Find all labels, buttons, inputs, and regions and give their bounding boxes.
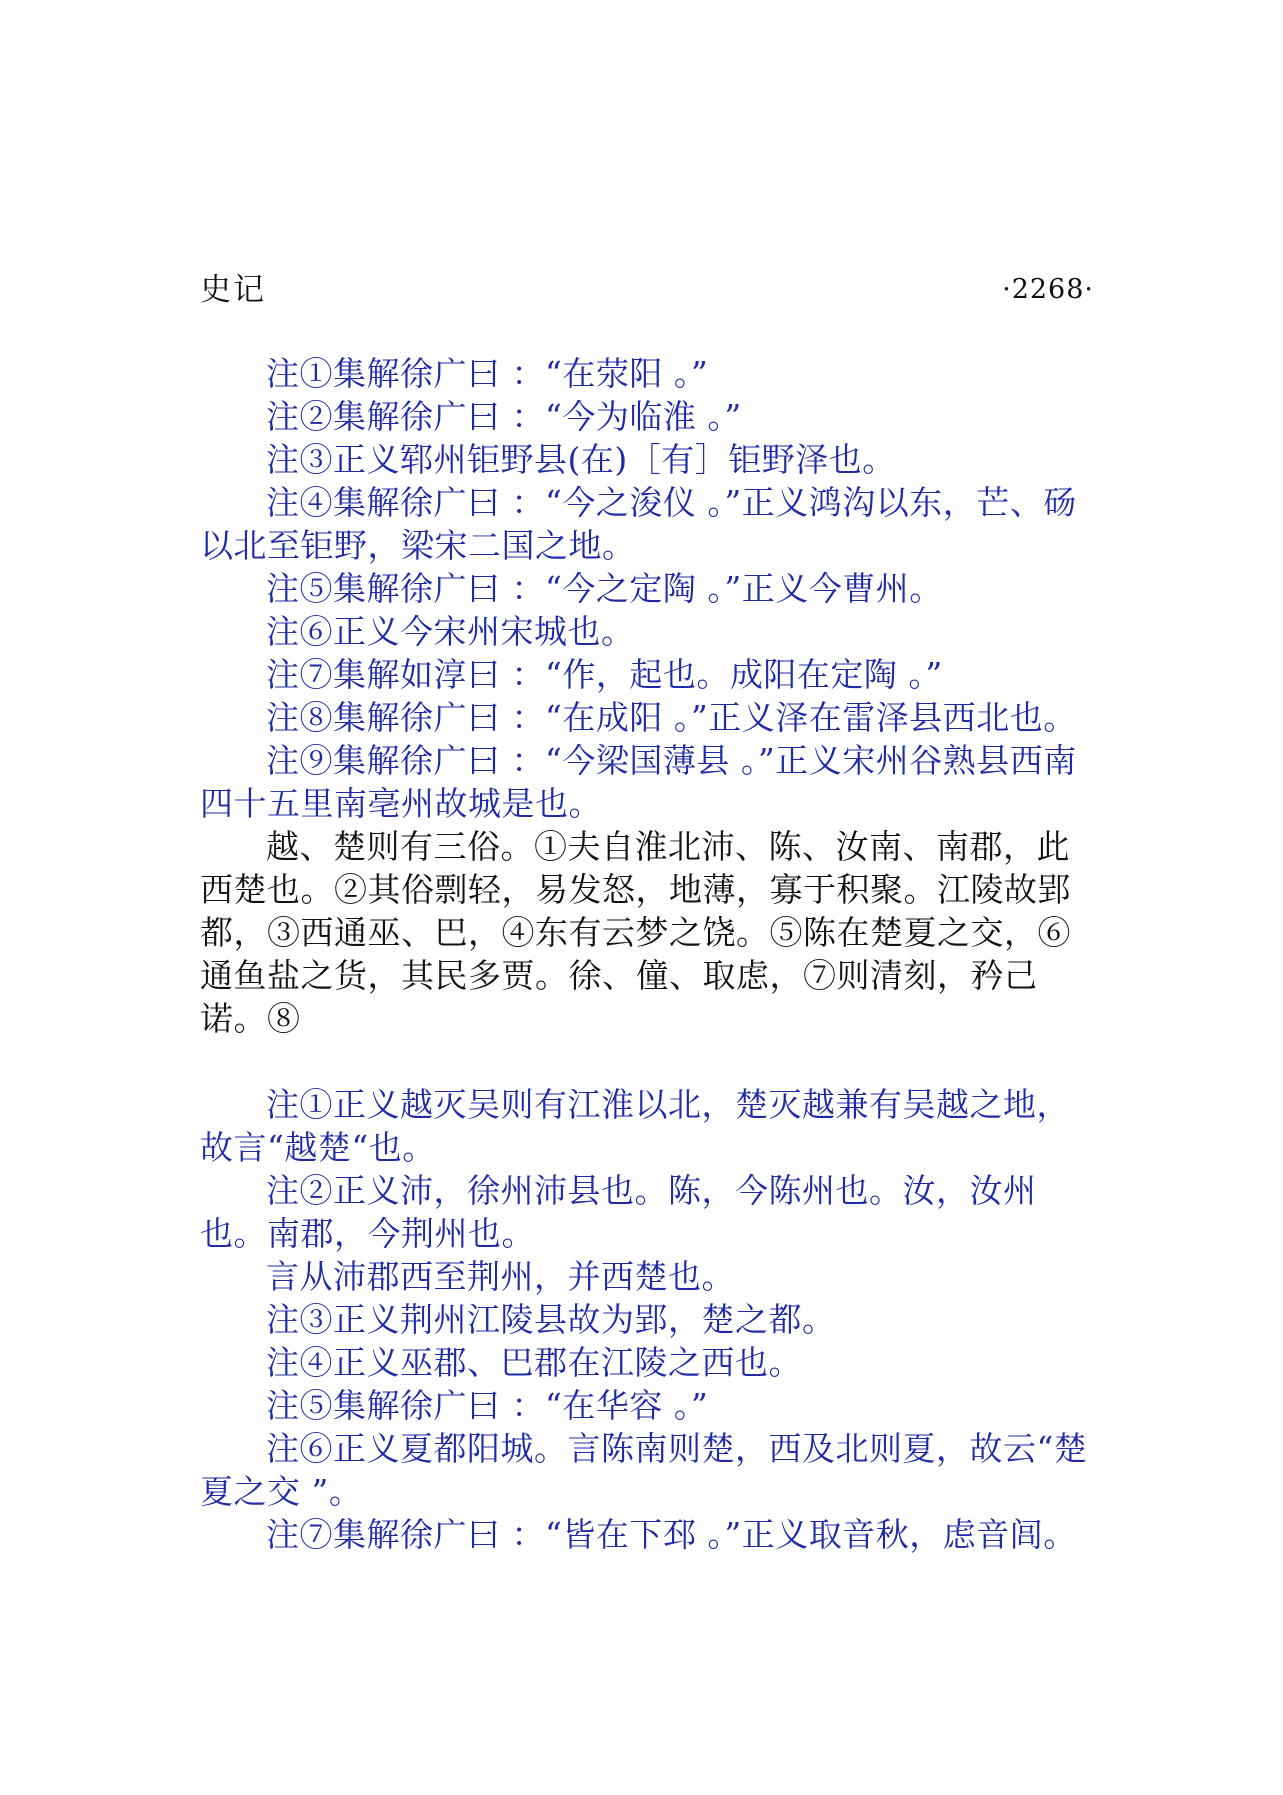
page-content [200,352,1094,1556]
running-title: 史记 [200,272,266,308]
note-paragraph: 注⑥正义今宋州宋城也。 [266,612,635,651]
note-paragraph: 注①正义越灭吴则有江淮以北，楚灭越兼有吴越之地，故言“越楚“也。 [200,1085,1070,1167]
page-header [200,270,1094,310]
note-paragraph: 言从沛郡西至荆州，并西楚也。 [266,1257,735,1296]
note-paragraph: 注③正义荆州江陵县故为郢，楚之都。 [266,1300,836,1339]
note-paragraph: 注⑨集解徐广曰 ：“今梁国薄县 。”正义宋州谷熟县西南四十五里南亳州故城是也。 [200,741,1077,823]
note-paragraph: 注④正义巫郡、巴郡在江陵之西也。 [266,1343,802,1382]
note-paragraph: 注④集解徐广曰 ：“今之浚仪 。”正义鸿沟以东，芒、砀以北至钜野，梁宋二国之地。 [200,483,1077,565]
note-paragraph: 注⑤集解徐广曰 ：“在华容 。” [266,1386,709,1425]
note-paragraph: 注⑦集解徐广曰 ：“皆在下邳 。”正义取音秋，虑音闾。 [266,1515,1077,1554]
main-text-paragraph: 越、楚则有三俗。①夫自淮北沛、陈、汝南、南郡，此西楚也。②其俗剽轻，易发怒，地薄，寡于积聚。江陵故郢都，③西通巫、巴，④东有云梦之饶。⑤陈在楚夏之交，⑥通鱼盐之货，其民多贾。徐、僮、取虑，⑦则清刻，矜己诺。⑧ [200,827,1071,1038]
section-spacer [200,1040,1094,1083]
note-paragraph: 注⑥正义夏都阳城。言陈南则楚，西及北则夏，故云“楚夏之交 ”。 [200,1429,1088,1511]
page-number: ·2268· [1002,274,1094,305]
note-paragraph: 注⑦集解如淳曰 ：“作，起也。成阳在定陶 。” [266,655,943,694]
note-paragraph: 注③正义郓州钜野县(在)［有］钜野泽也。 [266,440,896,479]
note-paragraph: 注①集解徐广曰 ：“在荥阳 。” [266,354,709,393]
note-paragraph: 注②集解徐广曰 ：“今为临淮 。” [266,397,742,436]
note-paragraph: 注⑧集解徐广曰 ：“在成阳 。”正义泽在雷泽县西北也。 [266,698,1077,737]
note-paragraph: 注⑤集解徐广曰 ：“今之定陶 。”正义今曹州。 [266,569,943,608]
note-paragraph: 注②正义沛，徐州沛县也。陈，今陈州也。汝，汝州也。南郡，今荆州也。 [200,1171,1037,1253]
